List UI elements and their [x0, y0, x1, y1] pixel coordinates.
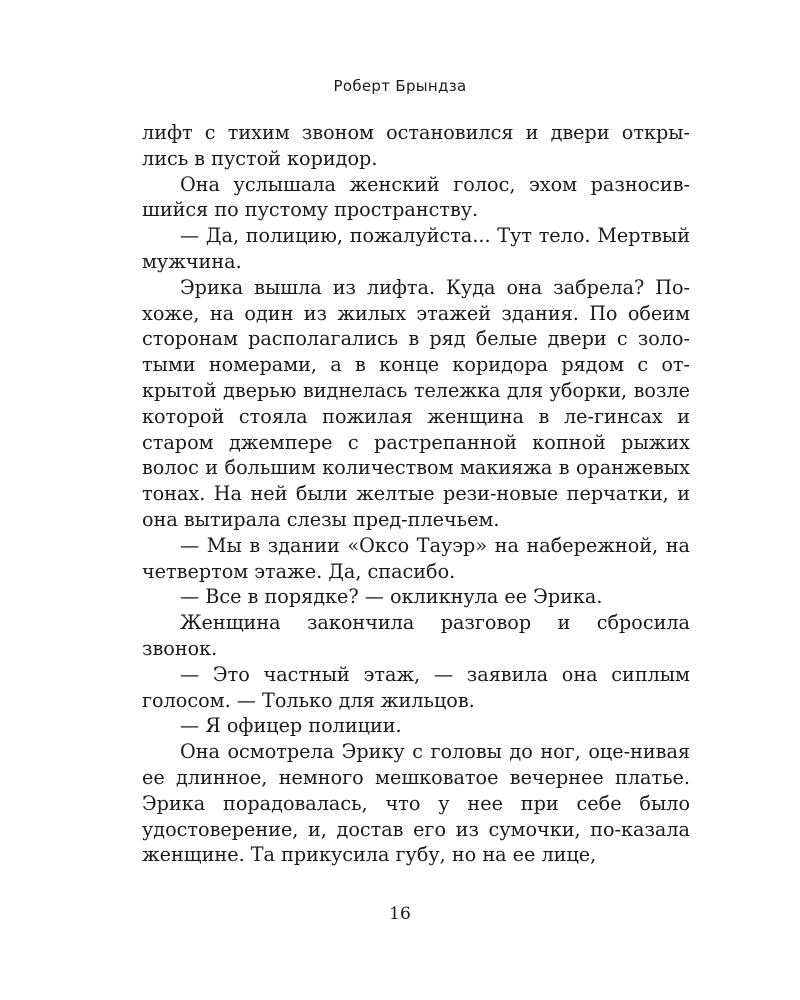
paragraph: — Да, полицию, пожалуйста... Тут тело. Мертвый мужчина.: [142, 224, 690, 273]
paragraph: Эрика вышла из лифта. Куда она забрела? По-хоже, на один из жилых этажей здания. По обеим сторонам располагались в ряд белые двери с золо-тыми номерами, а в конце коридора рядом с от-крытой дверью виднелась тележка для уборки, возле которой стояла пожилая женщина в ле-гинсах и старом джемпере с растрепанной копной рыжих волос и большим количеством макияжа в оранжевых тонах. На ней были желтые рези-новые перчатки, и она вытирала слезы пред-плечьем.: [142, 275, 690, 531]
paragraph: Она услышала женский голос, эхом разносив-шийся по пустому пространству.: [142, 172, 690, 222]
book-page-text: [142, 120, 690, 868]
running-head-author: Роберт Брындза: [333, 77, 467, 95]
page-number: 16: [389, 904, 411, 924]
paragraph: лифт с тихим звоном остановился и двери откры-лись в пустой коридор.: [142, 121, 690, 170]
paragraph: — Все в порядке? — окликнула ее Эрика.: [180, 585, 603, 609]
paragraph: — Я офицер полиции.: [180, 714, 402, 738]
paragraph: — Мы в здании «Оксо Тауэр» на набережной, на четвертом этаже. Да, спасибо.: [142, 533, 690, 583]
paragraph: Женщина закончила разговор и сбросила звонок.: [142, 611, 690, 660]
paragraph: Она осмотрела Эрику с головы до ног, оце-нивая ее длинное, немного мешковатое вечернее платье. Эрика порадовалась, что у нее при себе было удостоверение, и, достав его из сумочки, по-казала женщине. Та прикусила губу, но на ее лице,: [142, 740, 690, 867]
paragraph: — Это частный этаж, — заявила она сиплым голосом. — Только для жильцов.: [142, 662, 690, 712]
